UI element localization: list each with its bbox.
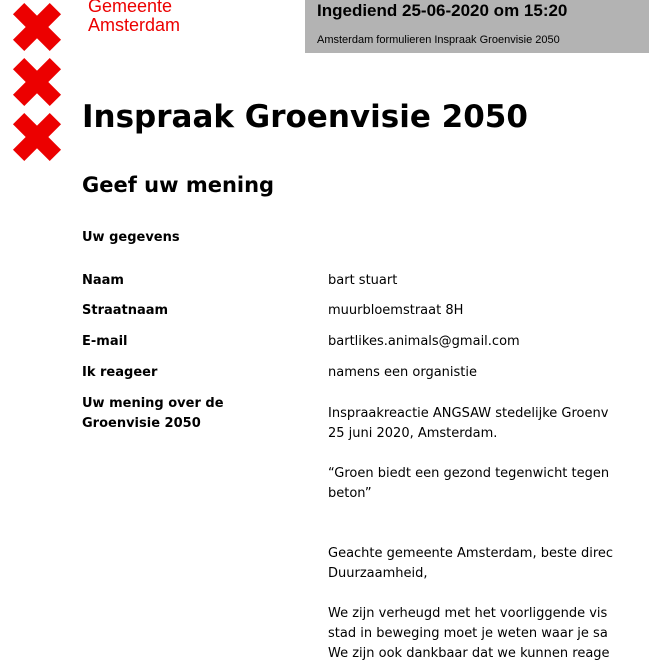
field-label: Ik reageer bbox=[82, 365, 158, 380]
opinion-line: We zijn ook dankbaar dat we kunnen reage bbox=[328, 646, 610, 661]
opinion-line bbox=[328, 524, 649, 544]
opinion-line: “Groen biedt een gezond tegenwicht tegen bbox=[328, 466, 610, 481]
opinion-label bbox=[82, 394, 282, 434]
opinion-line: Geachte gemeente Amsterdam, beste direc bbox=[328, 546, 614, 561]
opinion-line: Duurzaamheid, bbox=[328, 566, 428, 581]
page-title: Inspraak Groenvisie 2050 bbox=[82, 99, 528, 135]
andreas-crosses-icon bbox=[8, 0, 66, 165]
field-value: bart stuart bbox=[328, 273, 398, 288]
submission-title: Ingediend 25-06-2020 om 15:20 bbox=[317, 1, 568, 20]
opinion-line bbox=[328, 444, 649, 464]
field-label: Naam bbox=[82, 273, 124, 288]
field-label: E-mail bbox=[82, 334, 128, 349]
opinion-line: Inspraakreactie ANGSAW stedelijke Groenv bbox=[328, 406, 609, 421]
opinion-line: stad in beweging moet je weten waar je sa bbox=[328, 626, 608, 641]
field-value: namens een organistie bbox=[328, 365, 477, 380]
logo-line-2: Amsterdam bbox=[88, 15, 181, 35]
opinion-label-line-2: Groenvisie 2050 bbox=[82, 416, 201, 431]
opinion-line: We zijn verheugd met het voorliggende vis bbox=[328, 606, 608, 621]
submission-header bbox=[305, 0, 649, 53]
submission-subtitle: Amsterdam formulieren Inspraak Groenvisie 2050 bbox=[317, 34, 560, 46]
subsection-title: Uw gegevens bbox=[82, 230, 180, 245]
opinion-line: 25 juni 2020, Amsterdam. bbox=[328, 426, 498, 441]
field-label: Straatnaam bbox=[82, 303, 169, 318]
opinion-line bbox=[328, 504, 649, 524]
opinion-line bbox=[328, 584, 649, 604]
field-value: muurbloemstraat 8H bbox=[328, 303, 464, 318]
opinion-label-line-1: Uw mening over de bbox=[82, 396, 224, 411]
municipality-logo-text bbox=[88, 0, 180, 35]
opinion-text bbox=[328, 404, 649, 664]
section-title: Geef uw mening bbox=[82, 173, 275, 197]
opinion-line: beton” bbox=[328, 486, 372, 501]
field-value: bartlikes.animals@gmail.com bbox=[328, 334, 520, 349]
logo-line-1: Gemeente bbox=[88, 0, 173, 16]
